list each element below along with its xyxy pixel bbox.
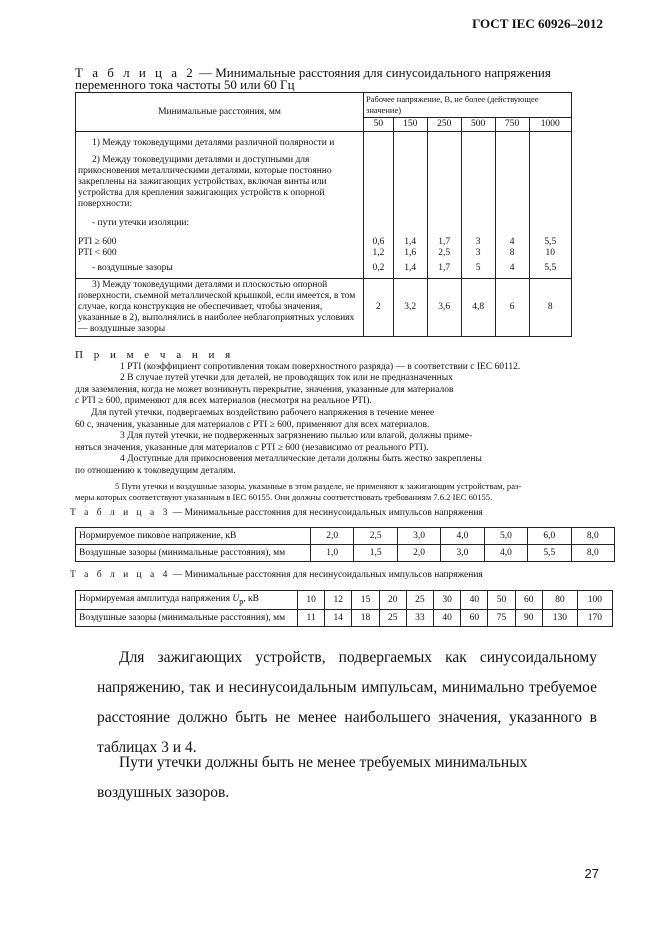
table2-values-col	[461, 132, 495, 279]
cell-value: 4	[509, 263, 515, 273]
cell-value: 80	[542, 591, 577, 610]
cell-value: 1,5	[354, 545, 397, 562]
note-3a: 3 Для путей утечки, не подверженных загрязнению пылью или влагой, должны приме-	[120, 431, 473, 442]
notes-title: П р и м е ч а н и я	[75, 349, 235, 361]
standard-header: ГОСТ IEC 60926–2012	[472, 16, 603, 31]
cell-value: 10	[298, 591, 325, 610]
table4-caption-label: Т а б л и ц а 4	[70, 570, 171, 580]
table2-pti-high: PTI ≥ 600	[78, 237, 117, 247]
cell-value: 14	[325, 609, 352, 626]
cell-value: 3,0	[441, 545, 484, 562]
cell-value: 1,7	[438, 237, 451, 247]
cell-value: 4,0	[441, 528, 484, 545]
cell-value: 25	[379, 609, 406, 626]
table2-air-label: - воздушные зазоры	[92, 263, 173, 273]
cell-value: 1,2	[372, 248, 385, 258]
cell-value: 2,5	[438, 248, 451, 258]
table2-item2: 2) Между токоведущими деталями и доступными для прикосновения металлическими деталями, которые постоянно закреплены на зажигающих устройствах, включая винты или устройства для крепления зажигающих устройств к опорной поверхности:	[78, 155, 332, 209]
cell-value: 1,0	[311, 545, 354, 562]
table3-caption	[70, 508, 483, 518]
cell-value: 100	[577, 591, 612, 610]
table4	[75, 590, 613, 627]
cell-value: 8	[529, 279, 571, 337]
table4-row2-label: Воздушные зазоры (минимальные расстояния), мм	[76, 609, 298, 626]
note-1: 1 PTI (коэффициент сопротивления токам поверхностного разряда) — в соответствии с IEC 60112.	[120, 361, 521, 372]
cell-value: 3,0	[397, 528, 440, 545]
cell-value: 6,0	[528, 528, 571, 545]
voltage-header: 500	[461, 118, 495, 132]
page-number: 27	[584, 866, 599, 881]
table2-item1: 1) Между токоведущими деталями различной полярности и	[92, 138, 335, 148]
cell-value: 1,6	[404, 248, 417, 258]
cell-value: 5	[475, 263, 481, 273]
note-2b: для заземления, когда не может возникнуть перекрытие, значения, указанные для материалов	[75, 384, 454, 395]
cell-value: 33	[406, 609, 433, 626]
note-2d: Для путей утечки, подвергаемых воздействию рабочего напряжения в течение менее	[91, 407, 435, 418]
cell-value: 2,5	[354, 528, 397, 545]
table3	[75, 527, 615, 562]
cell-value: 30	[434, 591, 461, 610]
cell-value: 1,4	[404, 237, 417, 247]
voltage-header: 150	[393, 118, 427, 132]
body-paragraph-1: Для зажигающих устройств, подвергаемых как синусоидальному напряжению, так и несинусоидальным импульсам, минимально требуемое расстояние должно быть не менее наибольшего значения, указанного в таблицах 3 и 4.	[97, 649, 597, 756]
cell-value: 1,7	[438, 263, 451, 273]
notes-block	[75, 350, 575, 504]
cell-value: 6	[495, 279, 529, 337]
cell-value: 40	[461, 591, 488, 610]
cell-value: 60	[515, 591, 542, 610]
label-sub: p	[239, 596, 244, 606]
note-2e: 60 с, значения, указанные для материалов с PTI ≥ 600, применяют для всех материалов.	[75, 419, 430, 430]
note-4b: по отношению к токоведущим деталям.	[75, 465, 236, 476]
cell-value: 3	[475, 237, 481, 247]
note-2a: 2 В случае путей утечки для деталей, не проводящих ток или не предназначенных	[120, 373, 453, 384]
table4-caption-text: — Минимальные расстояния для несинусоидальных импульсов напряжения	[170, 570, 483, 580]
voltage-header: 750	[495, 118, 529, 132]
cell-value: 5,5	[544, 263, 557, 273]
label-text: Нормируемая амплитуда напряжения	[79, 594, 233, 604]
table3-caption-label: Т а б л и ц а 3	[70, 508, 171, 518]
cell-value: 3,6	[427, 279, 461, 337]
cell-value: 3	[475, 248, 481, 258]
cell-value: 5,5	[528, 545, 571, 562]
cell-value: 1,4	[404, 263, 417, 273]
cell-value: 40	[434, 609, 461, 626]
note-4a: 4 Доступные для прикосновения металлические детали должны быть жестко закреплены	[120, 454, 482, 465]
cell-value: 15	[352, 591, 379, 610]
table2-values-col	[495, 132, 529, 279]
note-3b: няться значения, указанные для материалов с PTI ≥ 600 (независимо от реального PTI).	[75, 442, 429, 453]
cell-value: 5,5	[544, 237, 557, 247]
table2-values-col	[427, 132, 461, 279]
table2-values-col	[529, 132, 571, 279]
note-5a: 5 Пути утечки и воздушные зазоры, указанные в этом разделе, не применяют к зажигающим устройствам, раз-	[115, 480, 522, 491]
table2-items-cell	[76, 132, 364, 279]
cell-value: 170	[577, 609, 612, 626]
cell-value: 50	[488, 591, 515, 610]
table3-caption-text: — Минимальные расстояния для несинусоидальных импульсов напряжения	[170, 508, 483, 518]
cell-value: 10	[545, 248, 556, 258]
cell-value: 5,0	[484, 528, 527, 545]
cell-value: 60	[461, 609, 488, 626]
cell-value: 8	[509, 248, 515, 258]
cell-value: 8,0	[571, 545, 614, 562]
cell-value: 12	[325, 591, 352, 610]
table2-col-header-right: Рабочее напряжение, В, не более (действующее значение)	[364, 93, 572, 118]
cell-value: 20	[379, 591, 406, 610]
cell-value: 4	[509, 237, 515, 247]
table2-caption	[75, 67, 595, 91]
table2-col-header-left: Минимальные расстояния, мм	[76, 93, 364, 132]
cell-value: 2	[364, 279, 394, 337]
note-2c: с PTI ≥ 600, применяют для всех материалов (несмотря на реальное PTI).	[75, 396, 372, 407]
table2-creepage-label: - пути утечки изоляции:	[92, 218, 190, 228]
cell-value: 0,6	[372, 237, 385, 247]
body-paragraph-2: Пути утечки должны быть не менее требуемых минимальных воздушных зазоров.	[97, 754, 528, 801]
cell-value: 130	[542, 609, 577, 626]
table2-values-col	[393, 132, 427, 279]
cell-value: 4,0	[484, 545, 527, 562]
voltage-header: 250	[427, 118, 461, 132]
cell-value: 0,2	[372, 263, 385, 273]
table3-row2-label: Воздушные зазоры (минимальные расстояния), мм	[76, 545, 311, 562]
cell-value: 90	[515, 609, 542, 626]
cell-value: 25	[406, 591, 433, 610]
table2-item3: 3) Между токоведущими деталями и плоскостью опорной поверхности, съемной металлической крышкой, если имеется, в том случае, когда конструкция не обеспечивает, чтобы значения, указанные в 2), выполнялись в наиболее неблагоприятных условиях — воздушные зазоры	[76, 279, 364, 337]
cell-value: 11	[298, 609, 325, 626]
table2	[75, 92, 572, 337]
cell-value: 2,0	[397, 545, 440, 562]
table2-values-col	[364, 132, 394, 279]
table4-caption	[70, 571, 483, 580]
table2-caption-text: — Минимальные расстояния для синусоидального напряжения переменного тока частоты 50 или 60 Гц	[75, 65, 551, 92]
table3-row1-label: Нормируемое пиковое напряжение, кВ	[76, 528, 311, 545]
table2-pti-low: PTI < 600	[78, 248, 117, 258]
label-text: , кВ	[243, 594, 259, 604]
cell-value: 75	[488, 609, 515, 626]
cell-value: 4,8	[461, 279, 495, 337]
label-var: U	[232, 594, 240, 604]
cell-value: 18	[352, 609, 379, 626]
cell-value: 3,2	[393, 279, 427, 337]
voltage-header: 50	[364, 118, 394, 132]
cell-value: 2,0	[311, 528, 354, 545]
cell-value: 8,0	[571, 528, 614, 545]
table4-row1-label	[76, 591, 298, 610]
note-5b: меры которых соответствуют указанным в IEC 60155. Они должны соответствовать требованиям 7.6.2 IEC 60155.	[75, 492, 493, 503]
voltage-header: 1000	[529, 118, 571, 132]
table2-caption-label: Т а б л и ц а 2	[75, 65, 196, 80]
